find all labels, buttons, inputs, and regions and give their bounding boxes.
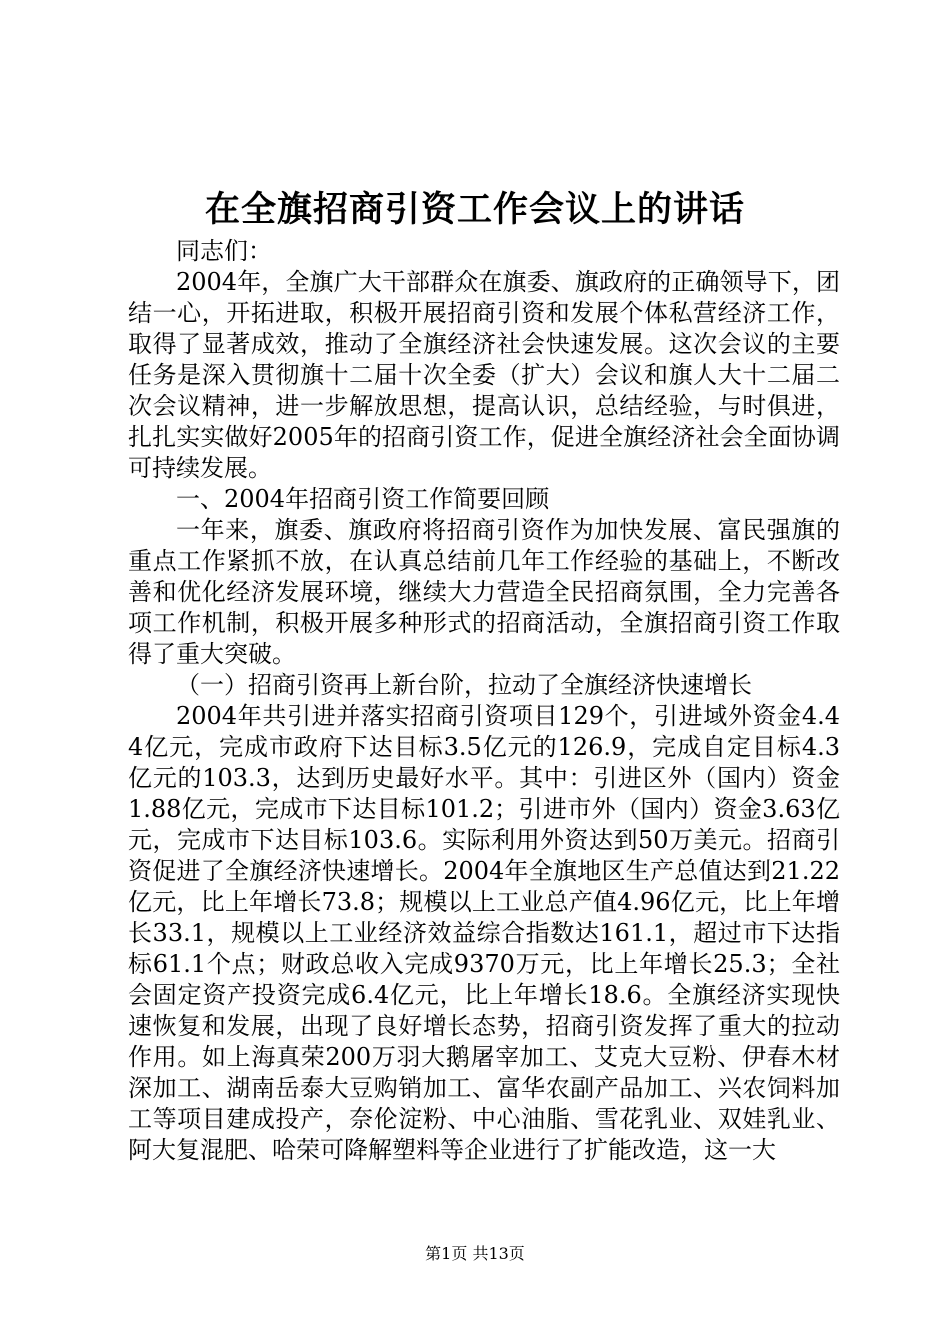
review-paragraph: 一年来，旗委、旗政府将招商引资作为加快发展、富民强旗的重点工作紧抓不放，在认真总结前几年工作经验的基础上，不断改善和优化经济发展环境，继续大力营造全民招商氛围，全力完善各项工作机制，积极开展多种形式的招商活动，全旗招商引资工作取得了重大突破。 [128, 516, 840, 668]
document-title: 在全旗招商引资工作会议上的讲话 [204, 189, 745, 230]
salutation-paragraph: 同志们： [176, 237, 272, 265]
statistics-paragraph: 2004年共引进并落实招商引资项目129个，引进域外资金4.44亿元，完成市政府下达目标3.5亿元的126.9，完成自定目标4.3亿元的103.3，达到历史最好水平。其中：引进区外（国内）资金1.88亿元，完成市下达目标101.2；引进市外（国内）资金3.63亿元，完成市下达目标103.6。实际利用外资达到50万美元。招商引资促进了全旗经济快速增长。2004年全旗地区生产总值达到21.22亿元，比上年增长73.8；规模以上工业总产值4.96亿元，比上年增长33.1，规模以上工业经济效益综合指数达161.1，超过市下达指标61.1个点；财政总收入完成9370万元，比上年增长25.3；全社会固定资产投资完成6.4亿元，比上年增长18.6。全旗经济实现快速恢复和发展，出现了良好增长态势，招商引资发挥了重大的拉动作用。如上海真荣200万羽大鹅屠宰加工、艾克大豆粉、伊春木材深加工、湖南岳泰大豆购销加工、富华农副产品加工、兴农饲料加工等项目建成投产，奈伦淀粉、中心油脂、雪花乳业、双娃乳业、阿大复混肥、哈荣可降解塑料等企业进行了扩能改造，这一大 [128, 702, 840, 1164]
intro-paragraph: 2004年，全旗广大干部群众在旗委、旗政府的正确领导下，团结一心，开拓进取，积极开展招商引资和发展个体私营经济工作，取得了显著成效，推动了全旗经济社会快速发展。这次会议的主要任务是深入贯彻旗十二届十次全委（扩大）会议和旗人大十二届二次会议精神，进一步解放思想，提高认识，总结经验，与时俱进，扎扎实实做好2005年的招商引资工作，促进全旗经济社会全面协调可持续发展。 [128, 268, 840, 482]
section-heading: 一、2004年招商引资工作简要回顾 [176, 485, 550, 513]
page-footer: 第1页 共13页 [425, 1244, 525, 1263]
subsection-heading: （一）招商引资再上新台阶，拉动了全旗经济快速增长 [176, 671, 752, 699]
document-body [128, 236, 840, 1166]
